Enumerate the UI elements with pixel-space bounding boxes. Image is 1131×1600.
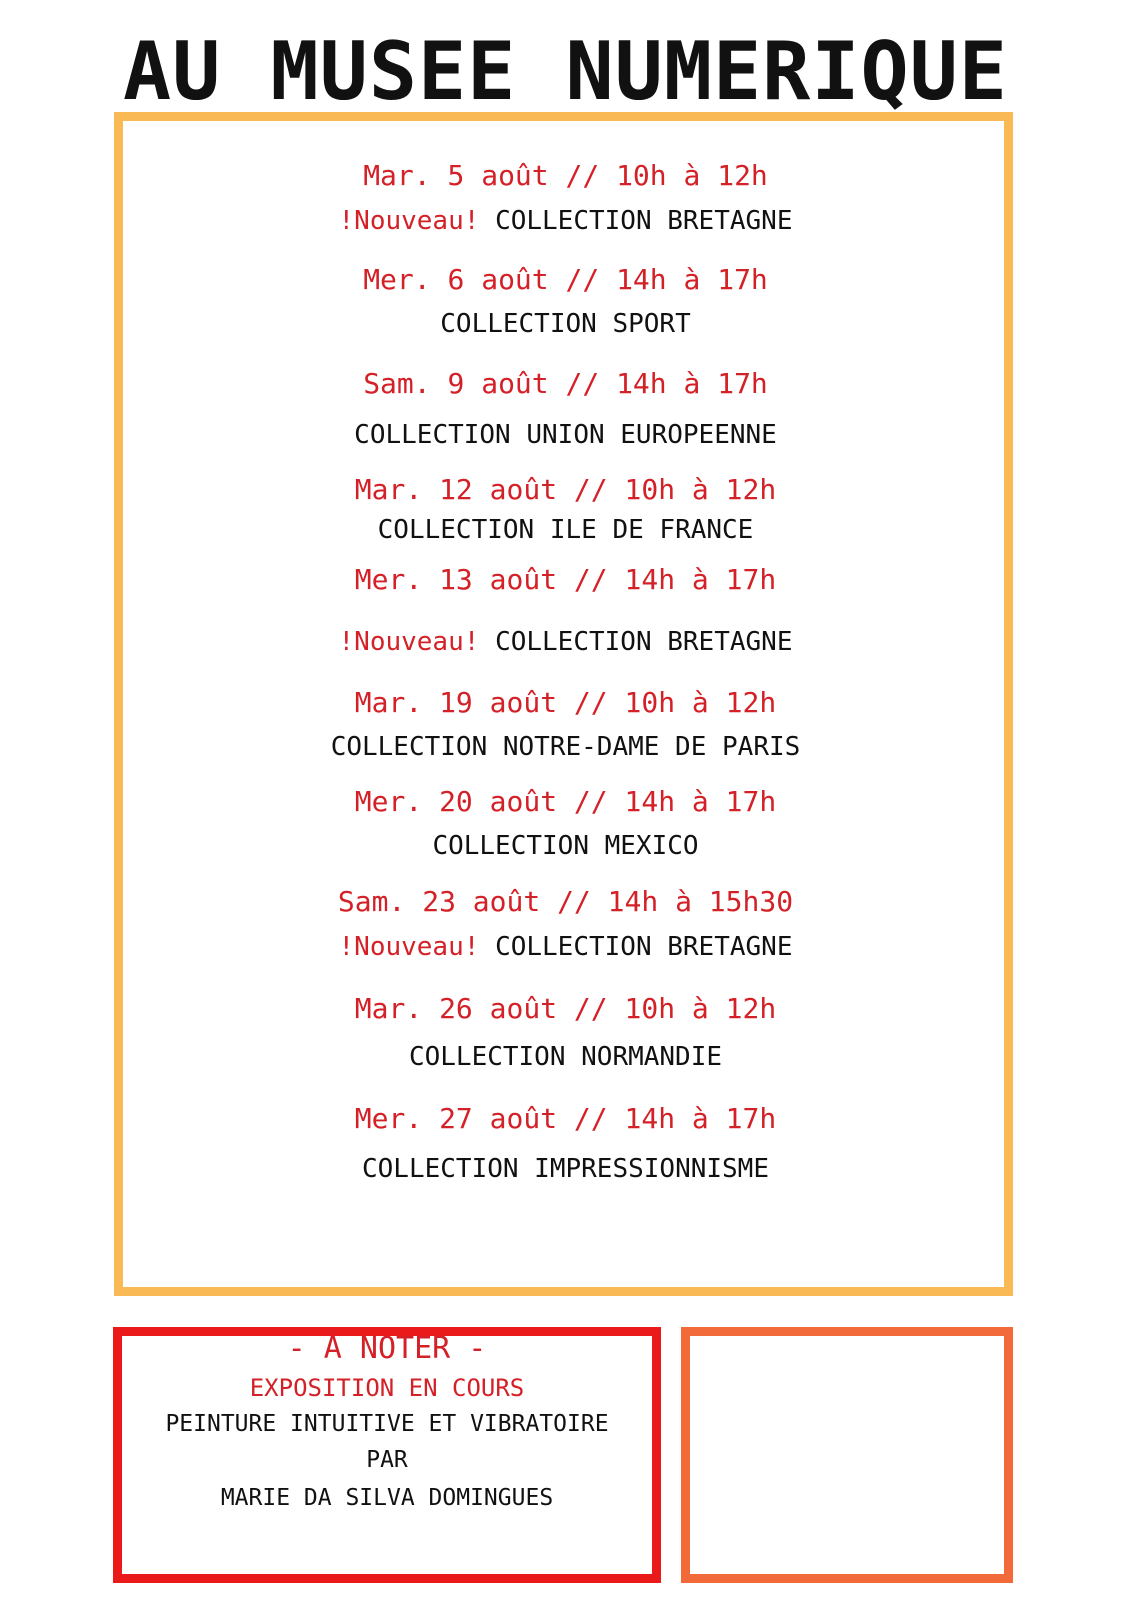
event-collection: COLLECTION BRETAGNE xyxy=(495,627,793,657)
event-date: Mar. 19 août // 10h à 12h xyxy=(354,686,777,719)
event-date: Mer. 13 août // 14h à 17h xyxy=(354,563,777,596)
event-collection: COLLECTION BRETAGNE xyxy=(495,206,793,236)
event-date: Mar. 12 août // 10h à 12h xyxy=(354,473,777,506)
event-date: Mar. 5 août // 10h à 12h xyxy=(363,159,768,192)
event-date: Mer. 20 août // 14h à 17h xyxy=(354,785,777,818)
event-date: Sam. 9 août // 14h à 17h xyxy=(363,367,768,400)
note-subheading: EXPOSITION EN COURS xyxy=(249,1374,525,1402)
event-date: Sam. 23 août // 14h à 15h30 xyxy=(337,885,794,918)
event-date: Mer. 6 août // 14h à 17h xyxy=(363,263,768,296)
event-collection-line xyxy=(0,203,1131,239)
new-badge: !Nouveau! xyxy=(338,206,480,236)
page-title: AU MUSEE NUMERIQUE xyxy=(123,25,1008,118)
note-exhibition: PEINTURE INTUITIVE ET VIBRATOIRE xyxy=(165,1411,609,1437)
note-by: PAR xyxy=(366,1447,408,1473)
event-date: Mer. 27 août // 14h à 17h xyxy=(354,1102,777,1135)
event-collection: COLLECTION MEXICO xyxy=(432,831,699,861)
event-collection: COLLECTION NORMANDIE xyxy=(408,1042,723,1072)
event-collection: COLLECTION ILE DE FRANCE xyxy=(377,515,754,545)
event-collection: COLLECTION BRETAGNE xyxy=(495,932,793,962)
event-collection-line xyxy=(0,929,1131,965)
event-collection: COLLECTION UNION EUROPEENNE xyxy=(354,420,777,450)
note-heading: - À NOTER - xyxy=(287,1331,487,1366)
empty-frame xyxy=(681,1327,1013,1583)
new-badge: !Nouveau! xyxy=(338,627,480,657)
event-collection: COLLECTION IMPRESSIONNISME xyxy=(362,1154,769,1184)
event-collection-line xyxy=(0,624,1131,660)
event-collection: COLLECTION NOTRE-DAME DE PARIS xyxy=(330,732,801,762)
event-date: Mar. 26 août // 10h à 12h xyxy=(354,992,777,1025)
note-artist: MARIE DA SILVA DOMINGUES xyxy=(220,1485,554,1511)
event-collection: COLLECTION SPORT xyxy=(440,309,691,339)
new-badge: !Nouveau! xyxy=(338,932,480,962)
